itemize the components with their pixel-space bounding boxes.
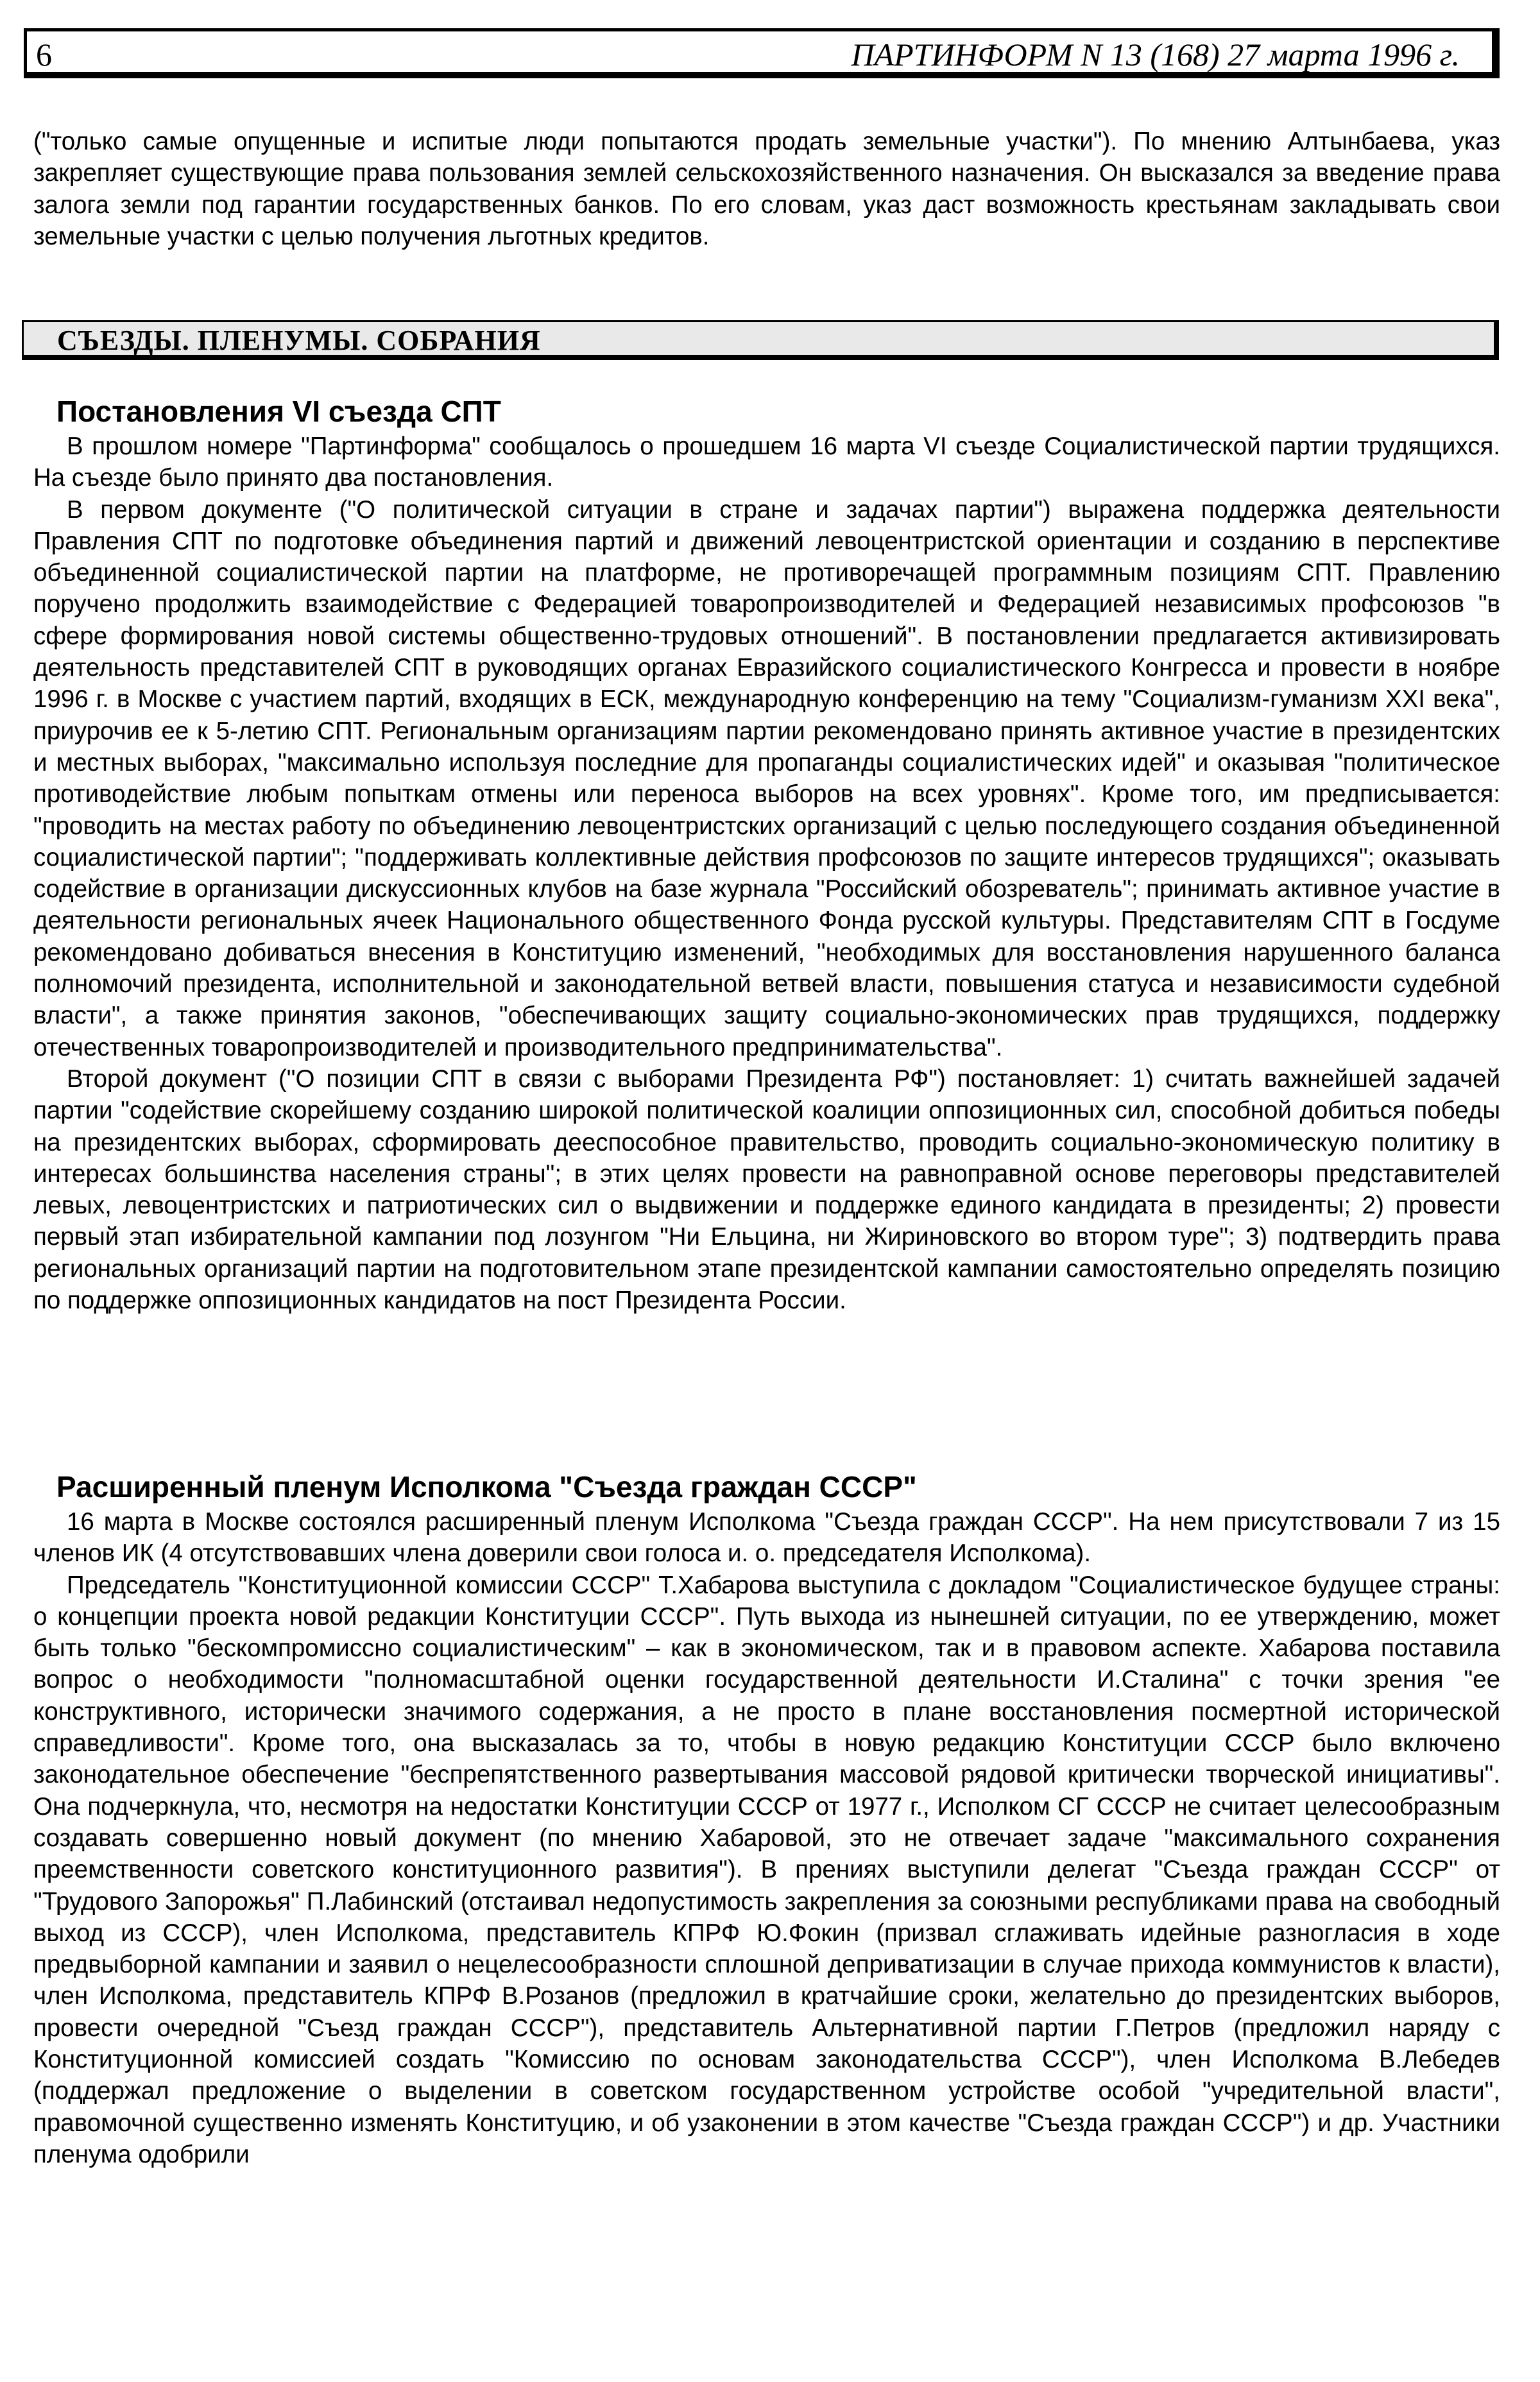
paragraph: Председатель "Конституционной комиссии СССР" Т.Хабарова выступила с докладом "Социалистическое будущее страны: о концепции проекта новой редакции Конституции СССР". Путь выхода из нынешней ситуации, по ее утверждению, может быть только "бескомпромиссно социалистическим" – как в экономическом, так и в правовом аспекте. Хабарова поставила вопрос о необходимости "полномасштабной оценки государственной деятельности И.Сталина" с точки зрения "ее конструктивного, исторически значимого содержания, а не просто в плане восстановления посмертной исторической справедливости". Кроме того, она высказалась за то, чтобы в новую редакцию Конституции СССР было включено законодательное обеспечение "беспрепятственного развертывания массовой рядовой критически творческой инициативы". Она подчеркнула, что, несмотря на недостатки Конституции СССР от 1977 г., Исполком СГ СССР не считает целесообразным создавать совершенно новый документ (по мнению Хабаровой, это не отвечает задаче "максимального сохранения преемственности советского конституционного развития"). В прениях выступили делегат "Съезда граждан СССР" от "Трудового Запорожья" П.Лабинский (отстаивал недопустимость закрепления за союзными республиками права на свободный выход из СССР), член Исполкома, представитель КПРФ Ю.Фокин (призвал сглаживать идейные разногласия в ходе предвыборной кампании и заявил о нецелесообразности сплошной деприватизации в случае прихода коммунистов к власти), член Исполкома, представитель КПРФ В.Розанов (предложил в кратчайшие сроки, желательно до президентских выборов, провести очередной "Съезд граждан СССР"), представитель Альтернативной партии Г.Петров (предложил наряду с Конституционной комиссией создать "Комиссию по основам законодательства СССР"), член Исполкома В.Лебедев (поддержал предложение о выделении в советском государственном устройстве особой "учредительной власти", правомочной существенно изменять Конституцию, и об узаконении в этом качестве "Съезда граждан СССР") и др. Участники пленума одобрили: [33, 1571, 1500, 2168]
intro-continuation: [33, 126, 1500, 252]
article-body: [33, 1506, 1500, 2170]
article-title: Расширенный пленум Исполкома "Съезда граждан СССР": [56, 1470, 917, 1504]
page-number: 6: [36, 37, 52, 73]
article-body: [33, 431, 1500, 1316]
section-heading-bar: [22, 320, 1499, 360]
section-heading: СЪЕЗДЫ. ПЛЕНУМЫ. СОБРАНИЯ: [57, 325, 541, 356]
issue-line: ПАРТИНФОРМ N 13 (168) 27 марта 1996 г.: [851, 37, 1460, 73]
page-header: [24, 28, 1500, 78]
article-title: Постановления VI съезда СПТ: [56, 395, 501, 428]
paragraph: Второй документ ("О позиции СПТ в связи с выборами Президента РФ") постановляет: 1) считать важнейшей задачей партии "содействие скорейшему созданию широкой политической коалиции оппозиционных сил, способной добиться победы на президентских выборах, сформировать дееспособное правительство, проводить социально-экономическую политику в интересах большинства населения страны"; в этих целях провести на равноправной основе переговоры представителей левых, левоцентристских и патриотических сил о выдвижении и поддержке единого кандидата в президенты; 2) провести первый этап избирательной кампании под лозунгом "Ни Ельцина, ни Жириновского во втором туре"; 3) подтвердить права региональных организаций партии на подготовительном этапе президентской кампании самостоятельно определять позицию по поддержке оппозиционных кандидатов на пост Президента России.: [33, 1065, 1500, 1315]
paragraph: В первом документе ("О политической ситуации в стране и задачах партии") выражена поддержка деятельности Правления СПТ по подготовке объединения партий и движений левоцентристской ориентации и созданию в перспективе объединенной социалистической партии на платформе, не противоречащей программным позициям СПТ. Правлению поручено продолжить взаимодействие с Федерацией товаропроизводителей и Федерацией независимых профсоюзов "в сфере формирования новой системы общественно-трудовых отношений". В постановлении предлагается активизировать деятельность представителей СПТ в руководящих органах Евразийского социалистического Конгресса и провести в ноябре 1996 г. в Москве с участием партий, входящих в ЕСК, международную конференцию на тему "Социализм-гуманизм XXI века", приурочив ее к 5-летию СПТ. Региональным организациям партии рекомендовано принять активное участие в президентских и местных выборах, "максимально используя последние для пропаганды социалистических идей" и оказывая "политическое противодействие любым попыткам отмены или переноса выборов на всех уровнях". Кроме того, им предписывается: "проводить на местах работу по объединению левоцентристских организаций с целью последующего создания объединенной социалистической партии"; "поддерживать коллективные действия профсоюзов по защите интересов трудящихся"; оказывать содействие в организации дискуссионных клубов на базе журнала "Российский обозреватель"; принимать активное участие в деятельности региональных ячеек Национального общественного Фонда русской культуры. Представителям СПТ в Госдуме рекомендовано добиваться внесения в Конституцию изменений, "необходимых для восстановления нарушенного баланса полномочий президента, исполнительной и законодательной ветвей власти, повышения статуса и независимости судебной власти", а также принятия законов, "обеспечивающих защиту социально-экономических прав трудящихся, поддержку отечественных товаропроизводителей и производительного предпринимательства".: [33, 495, 1500, 1061]
paragraph: ("только самые опущенные и испитые люди попытаются продать земельные участки"). По мнению Алтынбаева, указ закрепляет существующие права пользования землей сельскохозяйственного назначения. Он высказался за введение права залога земли под гарантии государственных банков. По его словам, указ даст возможность крестьянам закладывать свои земельные участки с целью получения льготных кредитов.: [33, 128, 1500, 250]
paragraph: В прошлом номере "Партинформа" сообщалось о прошедшем 16 марта VI съезде Социалистической партии трудящихся. На съезде было принято два постановления.: [33, 433, 1500, 492]
paragraph: 16 марта в Москве состоялся расширенный пленум Исполкома "Съезда граждан СССР". На нем присутствовали 7 из 15 членов ИК (4 отсутствовавших члена доверили свои голоса и. о. председателя Исполкома).: [33, 1508, 1500, 1568]
